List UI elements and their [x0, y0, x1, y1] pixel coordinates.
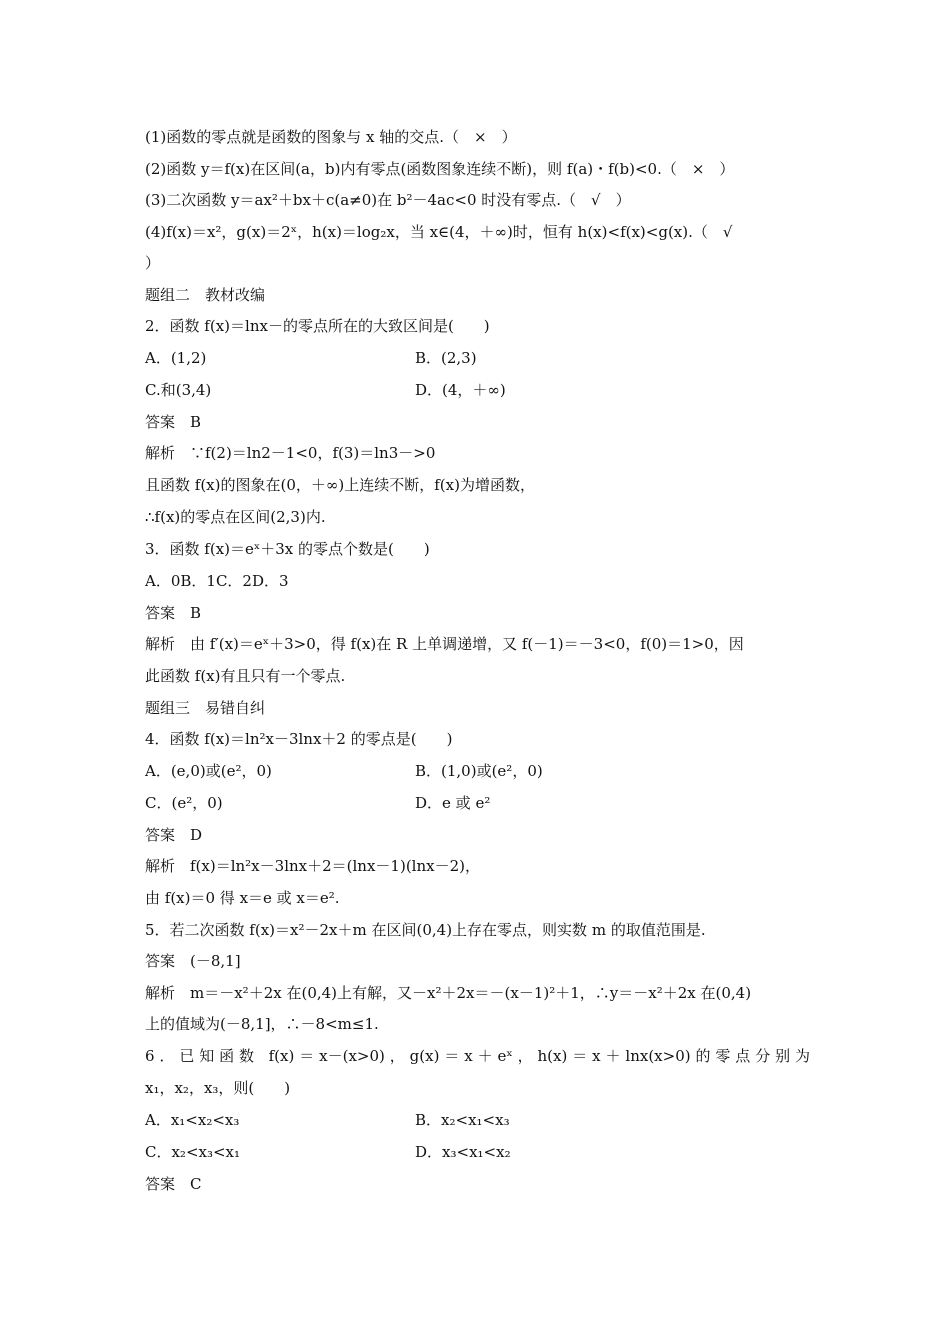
analysis-4-line-1: 解析 f(x)＝ln²x－3lnx＋2＝(lnx－1)(lnx－2)，	[145, 857, 480, 875]
answer-2: 答案 B	[145, 413, 202, 431]
question-6-line-2: x₁，x₂，x₃，则( )	[145, 1079, 291, 1097]
question-4: 4．函数 f(x)＝ln²x－3lnx＋2 的零点是( )	[145, 730, 453, 748]
judge-item-4-cont: ）	[145, 254, 161, 272]
answer-5: 答案 (－8,1]	[145, 952, 241, 970]
question-3: 3．函数 f(x)＝eˣ＋3x 的零点个数是( )	[145, 540, 430, 558]
option-b: B．(2,3)	[415, 349, 477, 367]
option-b: B．x₂<x₁<x₃	[415, 1111, 510, 1129]
question-5: 5．若二次函数 f(x)＝x²－2x＋m 在区间(0,4)上存在零点，则实数 m 的取值范围是.	[145, 921, 706, 939]
q4-options-row-2	[145, 793, 810, 813]
analysis-3-line-1: 解析 由 f′(x)＝eˣ＋3>0，得 f(x)在 R 上单调递增，又 f(－1)＝－3<0，f(0)＝1>0，因	[145, 635, 744, 653]
option-d: D．x₃<x₁<x₂	[415, 1143, 511, 1161]
q2-options-row-2	[145, 380, 810, 400]
q3-options: A．0B．1C．2D．3	[145, 572, 289, 590]
option-a: A．x₁<x₂<x₃	[145, 1111, 240, 1129]
q6-options-row-1	[145, 1110, 810, 1130]
answer-6: 答案 C	[145, 1175, 202, 1193]
option-a: A．(1,2)	[145, 349, 207, 367]
analysis-4-line-2: 由 f(x)＝0 得 x＝e 或 x＝e².	[145, 889, 340, 907]
q4-options-row-1	[145, 761, 810, 781]
option-a: A．(e,0)或(e²，0)	[145, 762, 272, 780]
option-d: D．(4，＋∞)	[415, 381, 506, 399]
answer-3: 答案 B	[145, 604, 202, 622]
q6-options-row-2	[145, 1142, 810, 1162]
section-heading-3: 题组三 易错自纠	[145, 699, 266, 717]
analysis-2-line-3: ∴f(x)的零点在区间(2,3)内.	[145, 508, 326, 526]
question-2: 2．函数 f(x)＝lnx－的零点所在的大致区间是( )	[145, 317, 490, 335]
option-c: C．(e²，0)	[145, 794, 223, 812]
judge-item-4: (4)f(x)＝x²，g(x)＝2ˣ，h(x)＝log₂x，当 x∈(4，＋∞)时，恒有 h(x)<f(x)<g(x).（ √	[145, 223, 733, 241]
analysis-5-line-1: 解析 m＝－x²＋2x 在(0,4)上有解，又－x²＋2x＝－(x－1)²＋1，∴y＝－x²＋2x 在(0,4)	[145, 984, 752, 1002]
judge-item-1: (1)函数的零点就是函数的图象与 x 轴的交点.（ × ）	[145, 128, 517, 146]
analysis-3-line-2: 此函数 f(x)有且只有一个零点.	[145, 667, 346, 685]
option-b: B．(1,0)或(e²，0)	[415, 762, 543, 780]
judge-item-3: (3)二次函数 y＝ax²＋bx＋c(a≠0)在 b²－4ac<0 时没有零点.（ √ ）	[145, 191, 631, 209]
option-d: D．e 或 e²	[415, 794, 491, 812]
section-heading-2: 题组二 教材改编	[145, 286, 266, 304]
analysis-5-line-2: 上的值域为(－8,1]，∴－8<m≤1.	[145, 1015, 379, 1033]
question-6-line-1: 6．已知函数 f(x)＝x－(x>0)，g(x)＝x＋eˣ，h(x)＝x＋lnx(x>0)的零点分别为	[145, 1047, 810, 1065]
answer-4: 答案 D	[145, 826, 203, 844]
option-c: C．x₂<x₃<x₁	[145, 1143, 241, 1161]
analysis-2-line-1: 解析 ∵f(2)＝ln2－1<0，f(3)＝ln3－>0	[145, 444, 436, 462]
option-c: C.和(3,4)	[145, 381, 212, 399]
analysis-2-line-2: 且函数 f(x)的图象在(0，＋∞)上连续不断，f(x)为增函数，	[145, 476, 535, 494]
q2-options-row-1	[145, 348, 810, 368]
judge-item-2: (2)函数 y＝f(x)在区间(a，b)内有零点(函数图象连续不断)，则 f(a)・f(b)<0.（ × ）	[145, 160, 735, 178]
